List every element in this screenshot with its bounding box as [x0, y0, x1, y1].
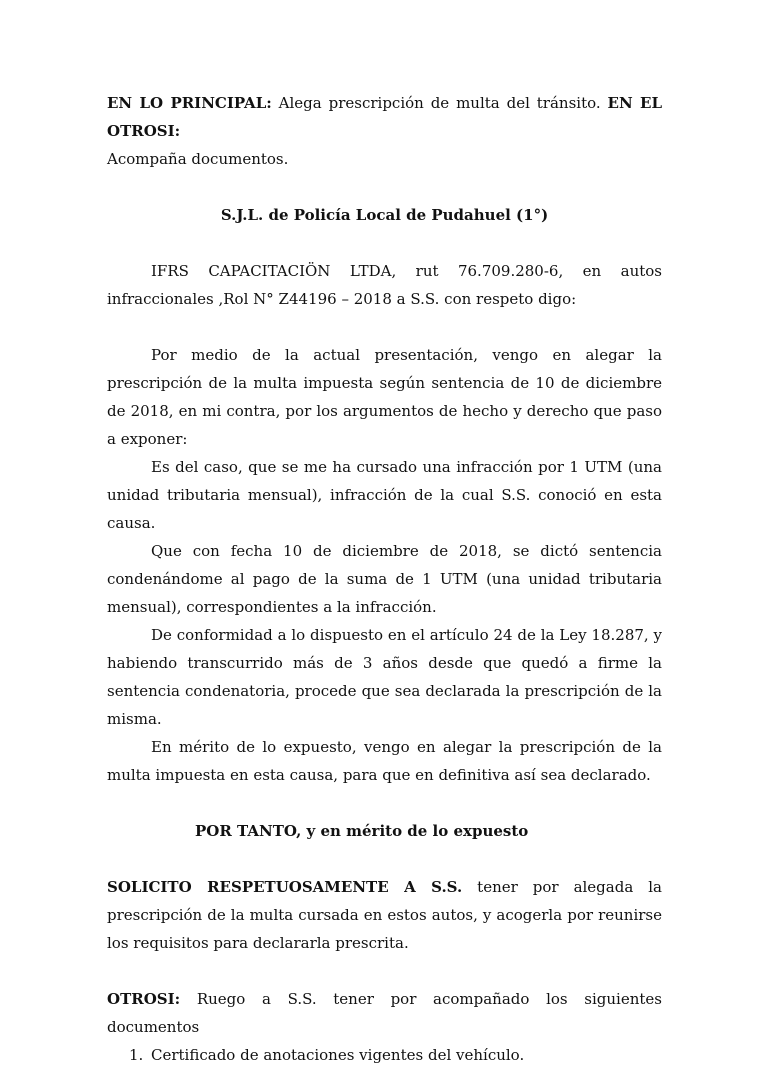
body-paragraph-4: De conformidad a lo dispuesto en el artículo 24 de la Ley 18.287, y habiendo transcurrido más de 3 años desde que quedó a firme la sentencia condenatoria, procede que sea declarada la prescripción de la misma.	[107, 626, 662, 728]
court-title: S.J.L. de Policía Local de Pudahuel (1°)	[220, 206, 549, 224]
list-item-text: Certificado de anotaciones vigentes del vehículo.	[151, 1046, 525, 1064]
otrosi-header-label: EN EL OTROSI:	[107, 94, 662, 140]
body-paragraph-1: Por medio de la actual presentación, vengo en alegar la prescripción de la multa impuesta según sentencia de 10 de diciembre de 2018, en mi contra, por los argumentos de hecho y derecho que paso a exponer:	[107, 346, 662, 448]
por-tanto-heading: POR TANTO, y en mérito de lo expuesto	[195, 822, 529, 840]
intro-paragraph: IFRS CAPACITACIÖN LTDA, rut 76.709.280-6, en autos infraccionales ,Rol N° Z44196 – 2018 a S.S. con respeto digo:	[107, 262, 662, 308]
otrosi-paragraph	[107, 985, 662, 1041]
solicito-text: tener por alegada la prescripción de la multa cursada en estos autos, y acogerla por reunirse los requisitos para declararla prescrita.	[107, 878, 662, 952]
otrosi-text: Ruego a S.S. tener por acompañado los siguientes documentos	[107, 990, 662, 1036]
body-paragraph-3: Que con fecha 10 de diciembre de 2018, se dictó sentencia condenándome al pago de la suma de 1 UTM (una unidad tributaria mensual), correspondientes a la infracción.	[107, 542, 662, 616]
document-page	[107, 89, 662, 1069]
documents-list	[107, 1041, 662, 1069]
list-item-number: 1.	[129, 1046, 144, 1064]
body-paragraph-5: En mérito de lo expuesto, vengo en alegar la prescripción de la multa impuesta en esta causa, para que en definitiva así sea declarado.	[107, 738, 662, 784]
otrosi-header-text: Acompaña documentos.	[107, 150, 289, 168]
solicito-label: SOLICITO RESPETUOSAMENTE A S.S.	[107, 878, 463, 896]
body-paragraph-2: Es del caso, que se me ha cursado una infracción por 1 UTM (una unidad tributaria mensual), infracción de la cual S.S. conoció en esta causa.	[107, 458, 662, 532]
principal-label: EN LO PRINCIPAL:	[107, 94, 272, 112]
principal-text: Alega prescripción de multa del tránsito.	[271, 94, 608, 112]
solicito-paragraph	[107, 873, 662, 957]
document-header	[107, 89, 662, 173]
list-item	[107, 1041, 662, 1069]
otrosi-label: OTROSI:	[107, 990, 181, 1008]
